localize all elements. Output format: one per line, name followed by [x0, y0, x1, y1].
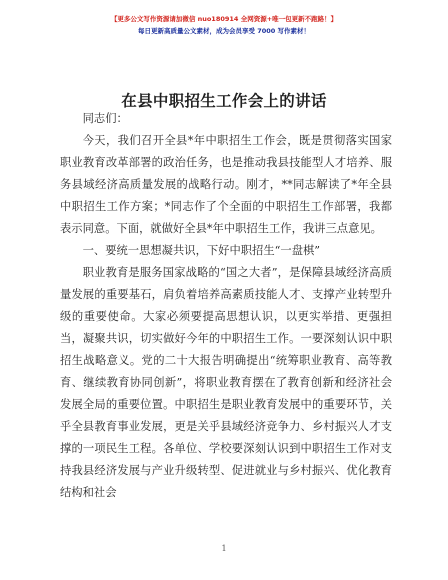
- intro-paragraph: 今天，我们召开全县*年中职招生工作会，既是贯彻落实国家职业教育改革部署的政治任务，也是推动我县技能型人才培养、服务县域经济高质量发展的战略行动。刚才，**同志解读了*年全县中职招生工作方案；*同志作了个全面的中职招生工作部署，我都表示同意。下面，就做好全县*年中职招生工作，我讲三点意见。: [60, 134, 392, 235]
- salutation: 同志们：: [82, 112, 128, 125]
- document-body: [60, 108, 392, 504]
- section-heading-1: 一、要统一思想凝共识，下好中职招生“一盘棋”: [82, 244, 321, 257]
- page-number: 1: [221, 544, 227, 553]
- promo-banner-line-1: 【更多公文写作资源请加微信 nuo180914 全网资源+唯一包更新不跑路！】: [110, 15, 338, 23]
- document-title: 在县中职招生工作会上的讲话: [121, 92, 327, 110]
- body-paragraph-2: 职业教育是服务国家战略的“国之大者”，是保障县域经济高质量发展的重要基石，肩负着培养高素质技能人才、支撑产业转型升级的重要使命。大家必须要提高思想认识，以更实举措、更强担当，凝聚共识，切实做好今年的中职招生工作。一要深刻认识中职招生战略意义。党的二十大报告明确提出“统筹职业教育、高等教育、继续教育协同创新”，将职业教育摆在了教育创新和经济社会发展全局的重要位置。中职招生是职业教育发展中的重要环节，关乎全县教育事业发展，更是关乎县域经济竞争力、乡村振兴人才支撑的一项民生工程。各单位、学校要深刻认识到中职招生工作对支持我县经济发展与产业升级转型、促进就业与乡村振兴、优化教育结构和社会: [60, 266, 392, 499]
- promo-banner-line-2: 每日更新高质量公文素材，成为会员享受 7000 写作素材！: [137, 27, 311, 35]
